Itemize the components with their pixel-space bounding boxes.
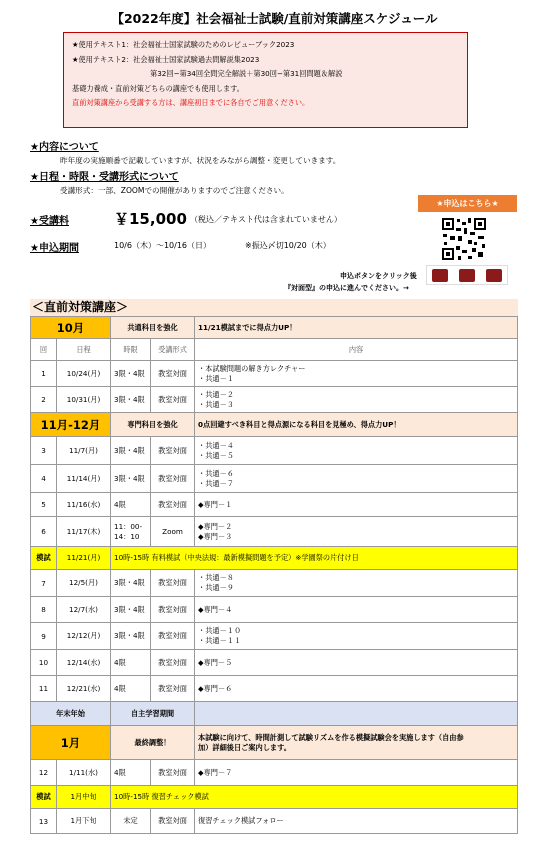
cell-date: 11/16(水) — [57, 493, 111, 517]
mock-label: 模試 — [31, 786, 57, 809]
cell-content — [195, 387, 518, 413]
content-line: ・共通－１０ — [198, 626, 242, 635]
schedule-heading: ★日程・時限・受講形式について — [30, 172, 179, 183]
thumb-icon — [459, 269, 475, 282]
content-line: ◆専門－３ — [198, 531, 233, 541]
month-desc — [195, 726, 518, 760]
content-line: ・本試験問題の解き方レクチャー — [198, 363, 306, 373]
cell-no: 3 — [31, 437, 57, 465]
cell-no: 12 — [31, 760, 57, 786]
month-row — [31, 317, 518, 339]
cell-date: 10/24(月) — [57, 361, 111, 387]
cell-content — [195, 465, 518, 493]
cell-date: 12/5(月) — [57, 570, 111, 597]
month-label: 10月 — [31, 317, 111, 339]
cell-no: 1 — [31, 361, 57, 387]
cell-mode: 教室対面 — [151, 623, 195, 650]
fee-label: ★受講料 — [30, 216, 69, 227]
cell-period: 3限・4限 — [111, 465, 151, 493]
notice-line: ★使用テキスト1：社会福祉士国家試験のためのレビューブック2023 — [72, 40, 295, 49]
cell-mode: 教室対面 — [151, 760, 195, 786]
cell-date: 12/21(水) — [57, 676, 111, 702]
month-theme: 共通科目を強化 — [111, 317, 195, 339]
col-header: 受講形式 — [151, 339, 195, 361]
cell-mode: 教室対面 — [151, 465, 195, 493]
mock-label: 模試 — [31, 547, 57, 570]
table-row — [31, 676, 518, 702]
page-title: 【2022年度】社会福祉士試験/直前対策講座スケジュール — [111, 11, 438, 26]
cell-period: 3限・4限 — [111, 361, 151, 387]
cell-content: ◆専門－５ — [195, 650, 518, 676]
content-heading: ★内容について — [30, 142, 99, 153]
content-text: 昨年度の実施順番で記載していますが、状況をみながら調整・変更していきます。 — [60, 156, 341, 165]
period-note: ※振込〆切10/20（木） — [245, 241, 331, 250]
content-line: ◆専門－２ — [198, 521, 233, 531]
application-buttons-thumbnail — [426, 265, 508, 285]
cell-mode: 教室対面 — [151, 570, 195, 597]
table-row — [31, 517, 518, 547]
cell-period: 4限 — [111, 493, 151, 517]
cell-date: 1/11(水) — [57, 760, 111, 786]
cta-line1: 申込ボタンをクリック後 — [340, 272, 417, 280]
cell-date: 12/12(月) — [57, 623, 111, 650]
qr-code-icon[interactable] — [440, 216, 488, 262]
cell-period: 3限・4限 — [111, 623, 151, 650]
table-row — [31, 361, 518, 387]
content-line: ・共通－５ — [198, 450, 234, 460]
thumb-icon — [432, 269, 448, 282]
table-row — [31, 387, 518, 413]
cell-content — [195, 570, 518, 597]
content-line: ・共通－２ — [198, 389, 234, 399]
col-header: 内容 — [195, 339, 518, 361]
table-row — [31, 570, 518, 597]
period-line: 14：10 — [114, 531, 140, 541]
table-row — [31, 597, 518, 623]
holiday-text: 自主学習期間 — [111, 702, 195, 726]
cell-period: 4限 — [111, 676, 151, 702]
cell-period: 3限・4限 — [111, 437, 151, 465]
cell-period: 3限・4限 — [111, 597, 151, 623]
cell-no: 7 — [31, 570, 57, 597]
month-desc: 0点回避すべき科目と得点源になる科目を見極め、得点力UP！ — [195, 413, 518, 437]
cell-content: ◆専門－１ — [195, 493, 518, 517]
cell-date: 1月下旬 — [57, 809, 111, 834]
cell-no: 8 — [31, 597, 57, 623]
col-header: 時限 — [111, 339, 151, 361]
cell-date: 11/17(木) — [57, 517, 111, 547]
cell-mode: 教室対面 — [151, 597, 195, 623]
cell-period: 3限・4限 — [111, 387, 151, 413]
thumb-icon — [486, 269, 502, 282]
period-label: ★申込期間 — [30, 243, 79, 254]
cell-mode: 教室対面 — [151, 493, 195, 517]
cta-line2: 『対面型』の申込に進んでください。→ — [284, 284, 409, 292]
table-row — [31, 493, 518, 517]
cell-mode: 教室対面 — [151, 650, 195, 676]
table-row — [31, 623, 518, 650]
cell-no: 4 — [31, 465, 57, 493]
month-desc: 11/21模試までに得点力UP！ — [195, 317, 518, 339]
cell-no: 11 — [31, 676, 57, 702]
table-row — [31, 465, 518, 493]
schedule-table — [30, 316, 518, 834]
cell-period: 未定 — [111, 809, 151, 834]
textbook-notice — [63, 32, 468, 128]
mock-date: 11/21(月) — [57, 547, 111, 570]
cell-period: 4限 — [111, 650, 151, 676]
fee-note: （税込／テキスト代は含まれていません） — [190, 215, 342, 224]
month-theme: 専門科目を強化 — [111, 413, 195, 437]
month-label: 1月 — [31, 726, 111, 760]
mock-exam-row — [31, 786, 518, 809]
cell-content: ◆専門－７ — [195, 760, 518, 786]
month-row — [31, 726, 518, 760]
notice-line: 第32回−第34回全問完全解説＋第30回−第31回問題＆解説 — [150, 69, 343, 78]
holiday-row — [31, 702, 518, 726]
desc-line: 本試験に向けて、時間計測して試験リズムを作る模擬試験会を実施します（自由参 — [198, 732, 464, 742]
content-line: ・共通－１１ — [198, 636, 242, 645]
col-header: 日程 — [57, 339, 111, 361]
cell-date: 11/7(月) — [57, 437, 111, 465]
cell-mode: 教室対面 — [151, 676, 195, 702]
desc-line: 加）詳細後日ご案内します。 — [198, 742, 291, 752]
cell-date: 12/7(水) — [57, 597, 111, 623]
mock-text: 10時-15時 復習チェック模試 — [111, 786, 518, 809]
fee-price: ￥15,000 — [114, 210, 187, 228]
cell-mode: 教室対面 — [151, 437, 195, 465]
cell-content — [195, 361, 518, 387]
mock-exam-row — [31, 547, 518, 570]
cell-no: 5 — [31, 493, 57, 517]
section-title: ＜直前対策講座＞ — [30, 299, 518, 316]
cell-date: 11/14(月) — [57, 465, 111, 493]
table-row — [31, 809, 518, 834]
cell-content: 復習チェック模試フォロー — [195, 809, 518, 834]
holiday-empty — [195, 702, 518, 726]
schedule-text: 受講形式：一部、ZOOMでの開催がありますのでご注意ください。 — [60, 186, 289, 195]
table-row — [31, 437, 518, 465]
cell-mode: 教室対面 — [151, 387, 195, 413]
month-theme: 最終調整！ — [111, 726, 195, 760]
content-line: ・共通－６ — [198, 468, 234, 478]
cell-mode: Zoom — [151, 517, 195, 547]
apply-button[interactable]: ★申込はこちら★ — [418, 195, 517, 212]
cell-content — [195, 517, 518, 547]
cell-no: 10 — [31, 650, 57, 676]
cell-content: ◆専門－４ — [195, 597, 518, 623]
period-line: 11：00- — [114, 521, 143, 531]
content-line: ・共通－３ — [198, 399, 234, 409]
notice-line: 基礎力養成・直前対策どちらの講座でも使用します。 — [72, 83, 244, 93]
mock-text: 10時-15時 有料模試（中央法規：最新模擬問題を予定）※学園祭の片付け日 — [111, 547, 518, 570]
cell-date: 12/14(水) — [57, 650, 111, 676]
content-line: ・共通－４ — [198, 440, 234, 450]
content-line: ・共通－９ — [198, 583, 234, 592]
holiday-label: 年末年始 — [31, 702, 111, 726]
month-label: 11月-12月 — [31, 413, 111, 437]
notice-line: ★使用テキスト2：社会福祉士国家試験過去問解説集2023 — [72, 54, 260, 64]
cell-mode: 教室対面 — [151, 361, 195, 387]
cell-no: 13 — [31, 809, 57, 834]
cell-content: ◆専門－６ — [195, 676, 518, 702]
cell-period — [111, 517, 151, 547]
table-row — [31, 650, 518, 676]
cell-no: 6 — [31, 517, 57, 547]
cell-mode: 教室対面 — [151, 809, 195, 834]
notice-warning: 直前対策講座から受講する方は、講座初日までに各自でご用意ください。 — [72, 98, 310, 107]
cell-no: 2 — [31, 387, 57, 413]
table-header — [31, 339, 518, 361]
cell-date: 10/31(月) — [57, 387, 111, 413]
cell-no: 9 — [31, 623, 57, 650]
content-line: ・共通－７ — [198, 478, 234, 488]
period-value: 10/6（木）～10/16（日） — [114, 241, 212, 250]
cell-content — [195, 437, 518, 465]
cell-period: 4限 — [111, 760, 151, 786]
mock-date: 1月中旬 — [57, 786, 111, 809]
cell-period: 3限・4限 — [111, 570, 151, 597]
col-header: 回 — [31, 339, 57, 361]
content-line: ・共通－１ — [198, 373, 234, 383]
table-row — [31, 760, 518, 786]
cell-content — [195, 623, 518, 650]
content-line: ・共通－８ — [198, 573, 234, 582]
month-row — [31, 413, 518, 437]
